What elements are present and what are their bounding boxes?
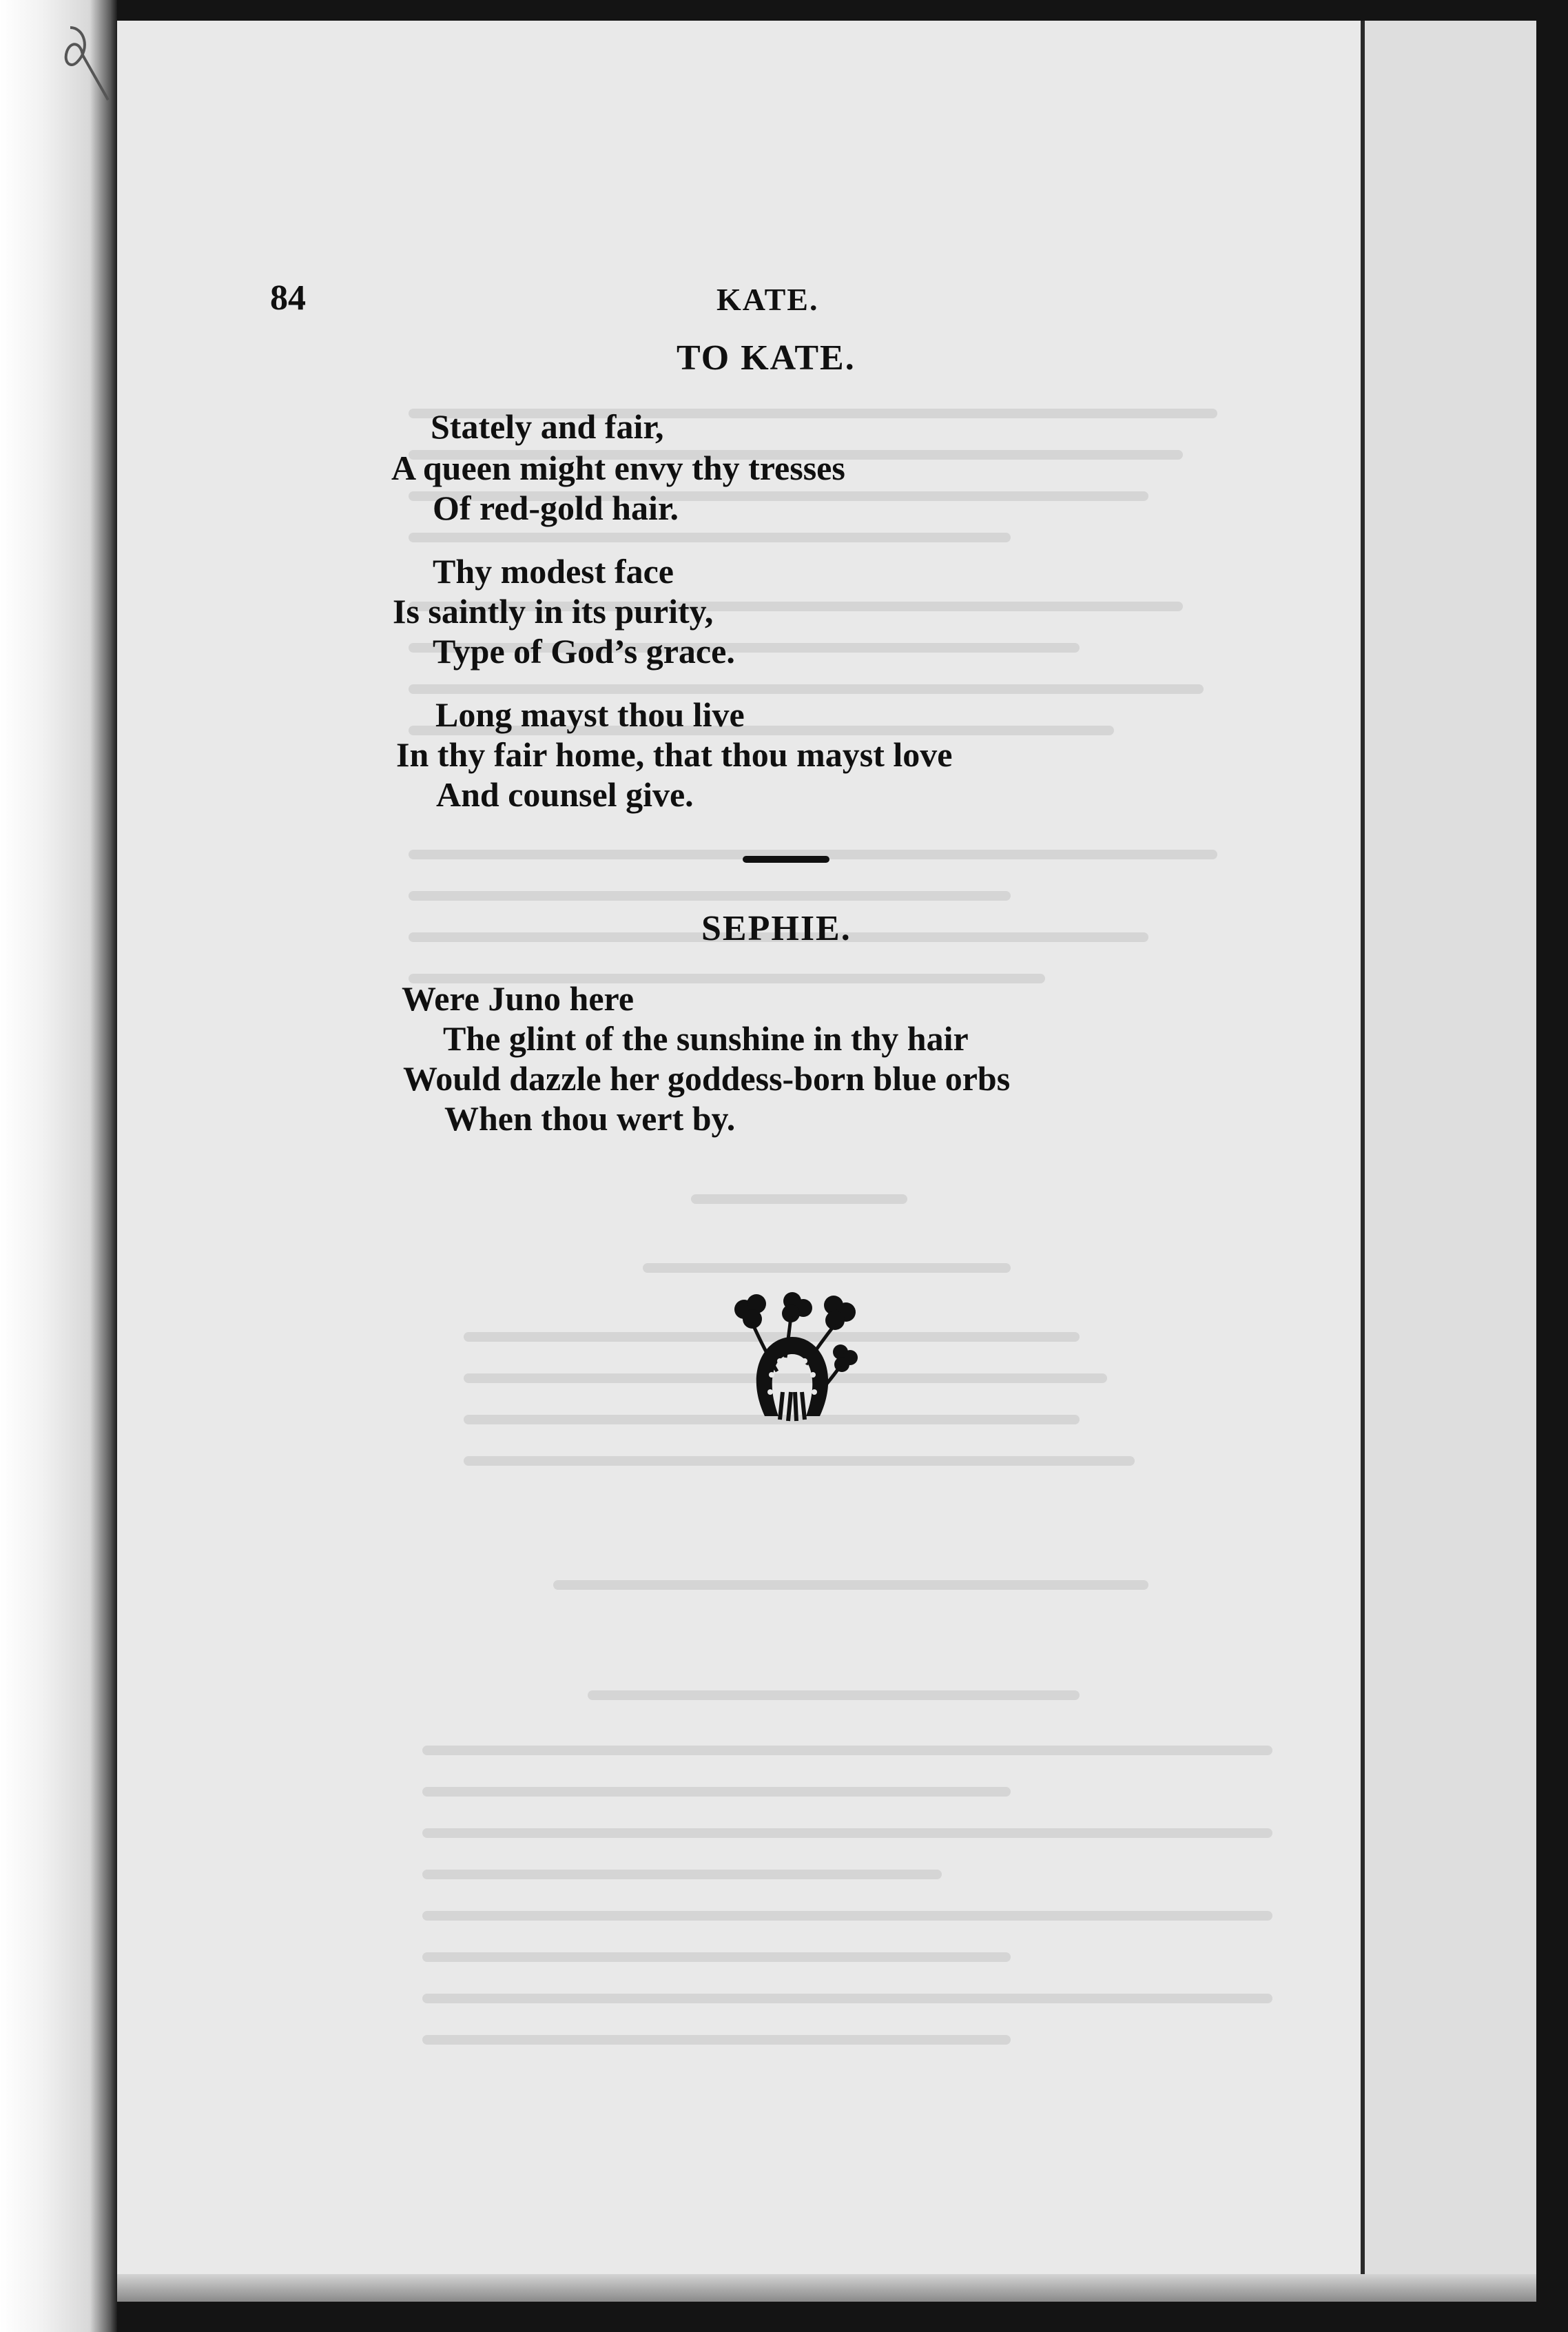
verse-line: Would dazzle her goddess-born blue orbs xyxy=(403,1059,1011,1098)
corner-clip-icon xyxy=(43,21,112,103)
poem-title-sephie: SEPHIE. xyxy=(701,909,852,948)
verse-line: In thy fair home, that thou mayst love xyxy=(396,735,953,774)
verse-line: Of red-gold hair. xyxy=(433,489,679,527)
scanner-left-strip xyxy=(0,0,117,2332)
verse-line: Stately and fair, xyxy=(431,407,664,446)
verse-line: Long mayst thou live xyxy=(435,695,745,734)
verse-line: When thou wert by. xyxy=(444,1099,736,1138)
running-head: KATE. xyxy=(716,282,819,317)
page-number: 84 xyxy=(270,278,306,318)
horseshoe-shamrock-ornament-icon xyxy=(716,1289,868,1426)
verse-line: Were Juno here xyxy=(402,979,635,1018)
verse-line: Type of God’s grace. xyxy=(433,632,735,671)
verse-line: A queen might envy thy tresses xyxy=(391,449,845,487)
verse-line: Thy modest face xyxy=(433,552,674,591)
page-gutter-edge xyxy=(1361,21,1365,2302)
page-bottom-shadow xyxy=(117,2274,1536,2302)
verse-line: And counsel give. xyxy=(436,775,694,814)
section-divider xyxy=(743,856,829,863)
poem-title-to-kate: TO KATE. xyxy=(677,338,856,378)
adjacent-page-margin xyxy=(1365,21,1536,2302)
verse-line: Is saintly in its purity, xyxy=(393,592,714,631)
verse-line: The glint of the sunshine in thy hair xyxy=(443,1019,969,1058)
